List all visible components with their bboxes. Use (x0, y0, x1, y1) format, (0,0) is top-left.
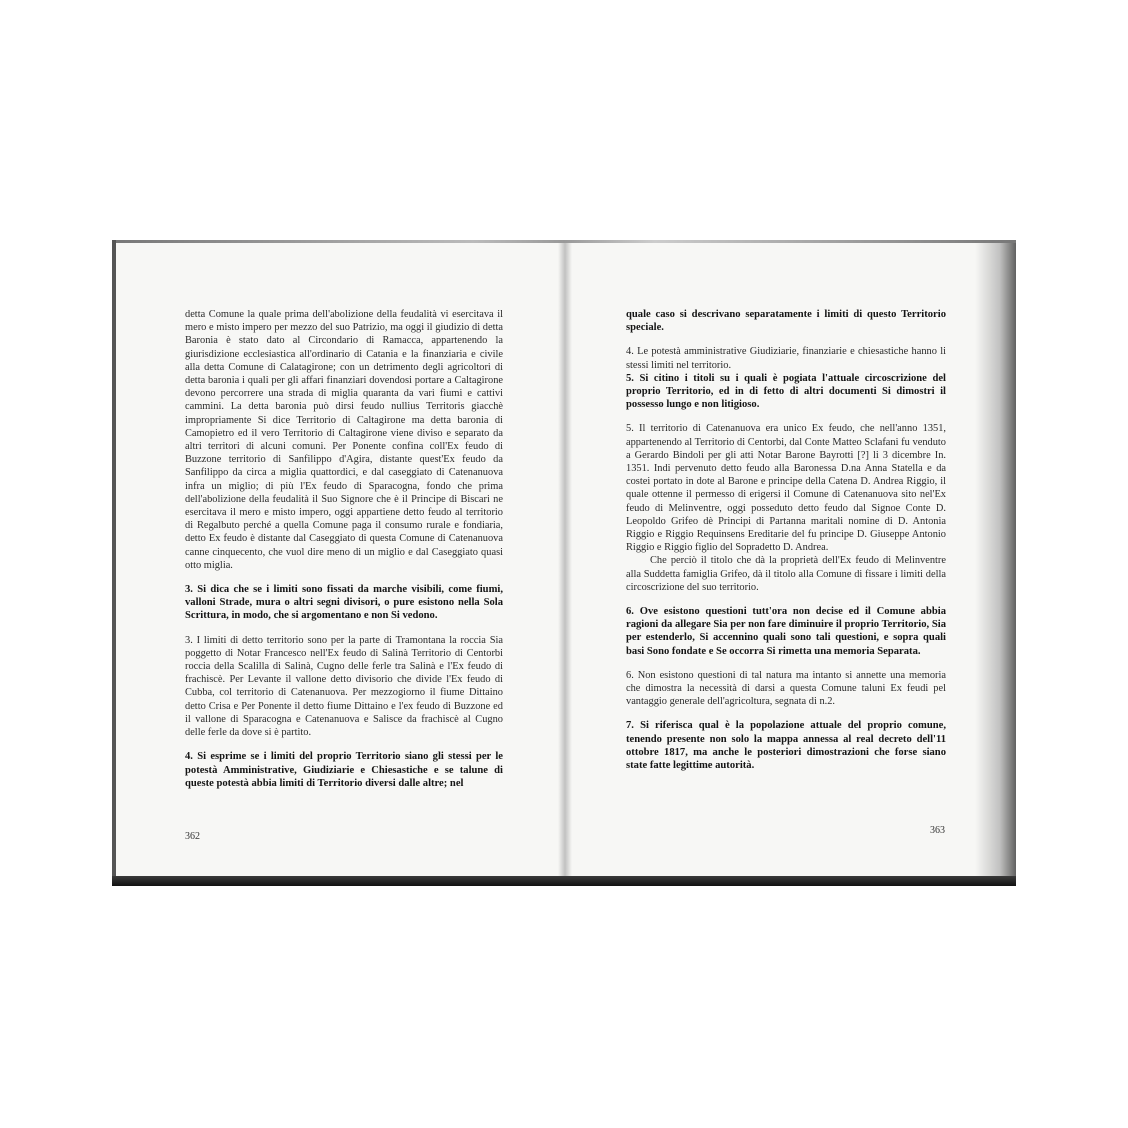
left-question-3: 3. Si dica che se i limiti sono fissati da marche visibili, come fiumi, valloni Strade, mura o altri segni divisori, o pure esistono nella Sola Scrittura, in modo, che si argomentano e non Si vedono. (185, 584, 503, 622)
left-question-4: 4. Si esprime se i limiti del proprio Territorio siano gli stessi per le potestà Amministrative, Giudiziarie e Chiesastiche e se talune di queste potestà abbia limiti di Territorio diversi dalle altre; nel (185, 751, 503, 789)
page-number-right: 363 (930, 825, 945, 836)
left-page (185, 308, 503, 790)
right-page (626, 308, 946, 772)
right-answer-5-continuation: Che perciò il titolo che dà la proprietà dell'Ex feudo di Melinventre alla Suddetta famiglia Grifeo, dà il titolo alla Comune di fissare i limiti della circoscrizione del suo territorio. (626, 555, 946, 593)
page-number-left: 362 (185, 831, 200, 842)
left-answer-3: 3. I limiti di detto territorio sono per la parte di Tramontana la roccia Sia poggetto di Notar Francesco nell'Ex feudo di Salinà Territorio di Centorbi roccia della Scalilla di Salinà, Cugno delle ferle tra Salinà e l'Ex feudo di frachiscè. Per Levante il vallone detto divisorio che divide l'Ex feudo di Cubba, col territorio di Catenanuova. Per mezzogiorno il fiume Dittaino detto Crisa e Per Ponente il detto fiume Dittaino e l'ex feudo di Buzzone ed il vallone di Sparacogna e Catenanuova e Salisce da frachiscè al Cugno delle ferle da dove si è partito. (185, 634, 503, 739)
book-gutter (558, 243, 572, 877)
right-question-4-continuation: quale caso si descrivano separatamente i limiti di questo Territorio speciale. (626, 309, 946, 334)
right-question-6: 6. Ove esistono questioni tutt'ora non decise ed il Comune abbia ragioni da allegare Sia per non fare diminuire il proprio Territorio, Sia per estenderlo, Si accennino quali sono tali questioni, e sopra quali basi Sono fondate e Se occorra Si rimetta una memoria Separata. (626, 606, 946, 657)
right-question-7: 7. Si riferisca qual è la popolazione attuale del proprio comune, tenendo presente non solo la mappa annessa al real decreto dell'11 ottobre 1817, ma anche le posteriori dimostrazioni che forse siano state fatte legittime autorità. (626, 720, 946, 772)
right-answer-5: 5. Il territorio di Catenanuova era unico Ex feudo, che nell'anno 1351, appartenendo al Territorio di Centorbi, dal Conte Matteo Sclafani fu venduto a Gerardo Bindoli per gli atti Notar Barone Bayrotti [?] li 3 dicembre In. 1351. Indi pervenuto detto feudo alla Baronessa D.na Anna Statella e da costei portato in dote al Barone e principe della Catena D. Andrea Riggio, il quale ottenne il permesso di erigersi il Comune di Catenanuova sito nel'Ex feudo di Melinventre, oggi posseduto detto feudo dal Signoe Conte D. Leopoldo Grifeo dè Principi di Partanna maritali nomine di D. Antonia Riggio e Riggio Requinsens Ereditarie del fu principe D. Giuseppe Antonio Riggio e Riggio figlio del Sopradetto D. Andrea. (626, 423, 946, 554)
right-answer-6: 6. Non esistono questioni di tal natura ma intanto si annette una memoria che dimostra la necessità di darsi a questa Comune taluni Ex feudi pel vantaggio generale dell'agricoltura, segnata di n.2. (626, 669, 946, 708)
right-answer-4: 4. Le potestà amministrative Giudiziarie, finanziarie e chiesastiche hanno li stessi limiti nel territorio. (626, 346, 946, 371)
book-bottom-edge (112, 876, 1016, 886)
book-left-edge (112, 240, 116, 886)
page-curl-shadow (975, 243, 1016, 877)
right-question-5: 5. Si citino i titoli su i quali è pogiata l'attuale circoscrizione del proprio Territorio, ed in di fetto di altri documenti Si dimostri il possesso lungo e non litigioso. (626, 372, 946, 411)
left-paragraph-continuation: detta Comune la quale prima dell'abolizione della feudalità vi esercitava il mero e misto impero per mezzo del suo Patrizio, ma oggi il giudizio di detta Baronia è stato dato al Circondario di Ramacca, appartenendo la giurisdizione ecclesiastica all'ordinario di Catania e la finanziaria e civile alla detta Comune di Calatagirone; con un detrimento degli agricoltori di detta baronia i quali per gli affari finanziari dovendosi portare a Caltagirone devono percorrere una strada di miglia quaranta da vari fiumi e cattivi cammini. La detta baronia può dirsi feudo nullius Territoris giacchè impropriamente Si dice Territorio di Caltagirone ma detta baronia di Camopietro ed il vero Territorio di Caltagirone viene diviso e separato da altri territori di alcuni comuni. Per Ponente confina coll'Ex feudo di Buzzone territorio di Sanfilippo d'Agira, distante quest'Ex feudo da Sanfilippo da circa a miglia quattordici, e dal caseggiato di Catenanuova infra un miglio; di più l'Ex feudo di Sparacogna, fondo che prima dell'abolizione della feudalità il Suo Signore che è il Principe di Biscari ne esercitava il mero e misto impero, oggi appartiene detto feudo al territorio di Regalbuto perché a quella Comune paga il consumo rurale e fondiaria, detto Ex feudo è distante dal Caseggiato di questa Comune di Catenanuova canne cinquecento, che vuol dire meno di un miglio e dal Caseggiato quasi otto miglia. (185, 309, 503, 571)
